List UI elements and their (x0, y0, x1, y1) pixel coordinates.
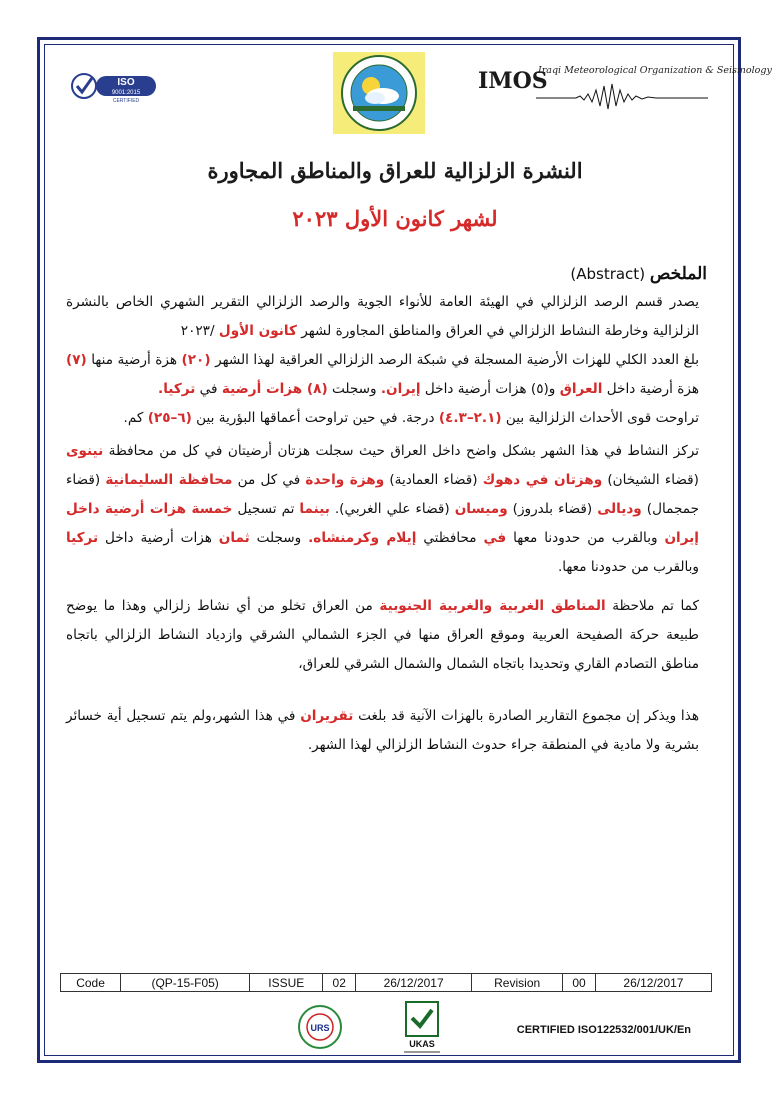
imos-wordmark: IMOS (478, 68, 548, 94)
imos-subtitle: Iraqi Meteorological Organization & Seismology (538, 65, 772, 76)
table-cell: 26/12/2017 (356, 974, 472, 992)
imos-emblem-icon (333, 52, 425, 134)
table-cell: (QP-15-F05) (121, 974, 250, 992)
urs-certification-logo (297, 1004, 343, 1050)
summary-paragraph-4: هذا ويذكر إن مجموع التقارير الصادرة بالهزات الآنية قد بلغت تقريران في هذا الشهر،ولم يتم تسجيل أية خسائر بشرية ولا مادية في المنطقة جراء حدوث النشاط الزلزالي لهذا الشهر. (66, 708, 700, 753)
abstract-heading-ar: الملخص (649, 264, 707, 284)
svg-text:9001:2015: 9001:2015 (111, 90, 141, 96)
svg-text:CERTIFIED: CERTIFIED (112, 98, 140, 104)
page-title: النشرة الزلزالية للعراق والمناطق المجاورة (207, 158, 583, 183)
seismograph-icon (536, 76, 708, 110)
table-cell: 00 (563, 974, 596, 992)
abstract-heading (570, 264, 707, 284)
summary-paragraph-1: يصدر قسم الرصد الزلزالي في الهيئة العامة للأنواء الجوية والرصد الزلزالي التقرير الشهري الخاص بالنشرة الزلزالية وخارطة النشاط الزلزالي في العراق والمناطق المجاورة لشهر كانون الأول /٢٠٢٣ بلغ العدد الكلي للهزات الأرضية المسجلة في شبكة الرصد الزلزالي العراقية لهذا الشهر (٢٠) هزة أرضية منها (٧) هزة أرضية داخل العراق و(٥) هزات أرضية داخل إيران. وسجلت (٨) هزات أرضية في تركيا. تراوحت قوى الأحداث الزلزالية بين (٢.١–٤.٣) درجة. في حين تراوحت أعماقها البؤرية بين (٦–٢٥) كم. (66, 294, 699, 426)
iso-certified-logo (70, 68, 180, 104)
ukas-certification-logo (400, 1000, 444, 1058)
check-icon (77, 78, 92, 92)
table-row (61, 974, 712, 992)
svg-text:URS: URS (310, 1023, 330, 1033)
imos-logo (478, 62, 772, 110)
document-control-table (60, 973, 712, 992)
svg-text:ISO: ISO (117, 77, 135, 88)
summary-paragraph-3: كما تم ملاحظة المناطق الغربية والغربية الجنوبية من العراق تخلو من أي نشاط زلزالي وهذا ما يوضح طبيعة حركة الصفيحة العربية وموقع العراق منها في الجزء الشمالي الشرقي وازدياد النشاط الزلزالي باتجاه مناطق التصادم القاري وتحديدا باتجاه الشمال والشمال الشرقي للعراق، (66, 598, 699, 672)
summary-paragraph-2: تركز النشاط في هذا الشهر بشكل واضح داخل العراق حيث سجلت هزتان أرضيتان في كل من محافظة نينوى (قضاء الشيخان) وهزتان في دهوك (قضاء العمادية) وهزة واحدة في كل من محافظة السليمانية (قضاء جمجمال) وديالى (قضاء بلدروز) وميسان (قضاء علي الغربي). بينما تم تسجيل خمسة هزات أرضية داخل إيران وبالقرب من حدودنا معها في محافظتي إيلام وكرمنشاه. وسجلت ثمان هزات أرضية داخل تركيا وبالقرب من حدودنا معها. (66, 443, 699, 575)
table-cell: Revision (472, 974, 563, 992)
page-subtitle: لشهر كانون الأول ٢٠٢٣ (292, 206, 498, 231)
table-cell: Code (61, 974, 121, 992)
svg-text:UKAS: UKAS (409, 1039, 435, 1049)
certification-text: CERTIFIED ISO122532/001/UK/En (516, 1024, 691, 1036)
table-cell: 26/12/2017 (595, 974, 711, 992)
abstract-label: (Abstract) (570, 265, 646, 283)
table-cell: 02 (323, 974, 356, 992)
table-cell: ISSUE (250, 974, 323, 992)
